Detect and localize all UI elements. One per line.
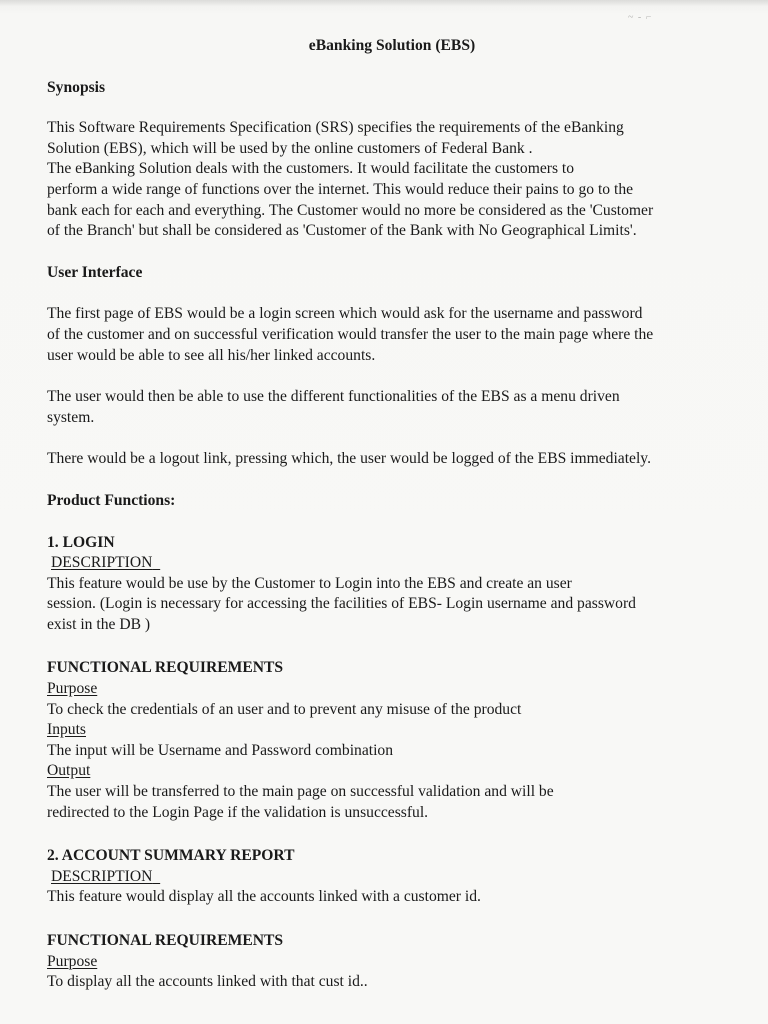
ui-line: user would be able to see all his/her linked accounts. bbox=[47, 346, 376, 364]
login-heading: 1. LOGIN bbox=[47, 533, 115, 551]
ui-line: system. bbox=[47, 408, 95, 426]
login-purpose-text: To check the credentials of an user and to prevent any misuse of the product bbox=[47, 700, 522, 718]
synopsis-paragraph bbox=[47, 118, 737, 242]
ui-line: The first page of EBS would be a login screen which would ask for the username and password bbox=[47, 305, 643, 323]
synopsis-line: The eBanking Solution deals with the customers. It would facilitate the customers to bbox=[47, 160, 575, 178]
login-desc-line: exist in the DB ) bbox=[47, 615, 151, 633]
account-summary-purpose-text: To display all the accounts linked with that cust id.. bbox=[47, 973, 368, 991]
login-functional-requirements-heading: FUNCTIONAL REQUIREMENTS bbox=[47, 659, 284, 677]
ui-line: There would be a logout link, pressing which, the user would be logged of the EBS immediately. bbox=[47, 450, 651, 468]
ui-line: of the customer and on successful verification would transfer the user to the main page where the bbox=[47, 325, 654, 343]
synopsis-line: This Software Requirements Specification (SRS) specifies the requirements of the eBanking bbox=[47, 119, 624, 137]
synopsis-line: perform a wide range of functions over the internet. This would reduce their pains to go to the bbox=[47, 180, 634, 198]
login-desc-line: session. (Login is necessary for accessing the facilities of EBS- Login username and password bbox=[47, 595, 636, 613]
login-desc-line: This feature would be use by the Customer to Login into the EBS and create an user bbox=[47, 574, 572, 592]
synopsis-heading: Synopsis bbox=[47, 78, 106, 96]
ui-line: The user would then be able to use the different functionalities of the EBS as a menu driven bbox=[47, 388, 620, 406]
synopsis-line: bank each for each and everything. The Customer would no more be considered as the 'Customer bbox=[47, 201, 654, 219]
login-description-label: DESCRIPTION bbox=[51, 554, 153, 572]
login-inputs-label: Inputs bbox=[47, 721, 86, 739]
user-interface-paragraph-2 bbox=[47, 387, 737, 428]
account-summary-functional-requirements-heading: FUNCTIONAL REQUIREMENTS bbox=[47, 932, 284, 949]
login-output-line: The user will be transferred to the main page on successful validation and will be bbox=[47, 783, 554, 801]
login-inputs-text: The input will be Username and Password combination bbox=[47, 741, 394, 759]
account-summary-description: This feature would display all the accounts linked with a customer id. bbox=[47, 888, 481, 906]
product-functions-heading: Product Functions: bbox=[47, 491, 176, 509]
document-body bbox=[47, 36, 737, 993]
user-interface-heading: User Interface bbox=[47, 263, 143, 281]
scan-top-edge bbox=[0, 0, 768, 6]
login-output-line: redirected to the Login Page if the validation is unsuccessful. bbox=[47, 803, 429, 821]
stray-pen-mark: ~ - ⌐ bbox=[628, 12, 653, 23]
synopsis-line: Solution (EBS), which will be used by the online customers of Federal Bank . bbox=[47, 139, 533, 157]
account-summary-heading: 2. ACCOUNT SUMMARY REPORT bbox=[47, 847, 295, 865]
login-output-label: Output bbox=[47, 762, 91, 780]
login-description bbox=[47, 574, 737, 636]
document-title: eBanking Solution (EBS) bbox=[308, 37, 476, 54]
user-interface-paragraph-3 bbox=[47, 449, 737, 470]
user-interface-paragraph-1 bbox=[47, 304, 737, 366]
account-summary-purpose-label: Purpose bbox=[47, 952, 98, 970]
account-summary-description-label: DESCRIPTION bbox=[51, 867, 153, 885]
login-purpose-label: Purpose bbox=[47, 680, 98, 698]
synopsis-line: of the Branch' but shall be considered as 'Customer of the Bank with No Geographical Limits'. bbox=[47, 222, 637, 240]
